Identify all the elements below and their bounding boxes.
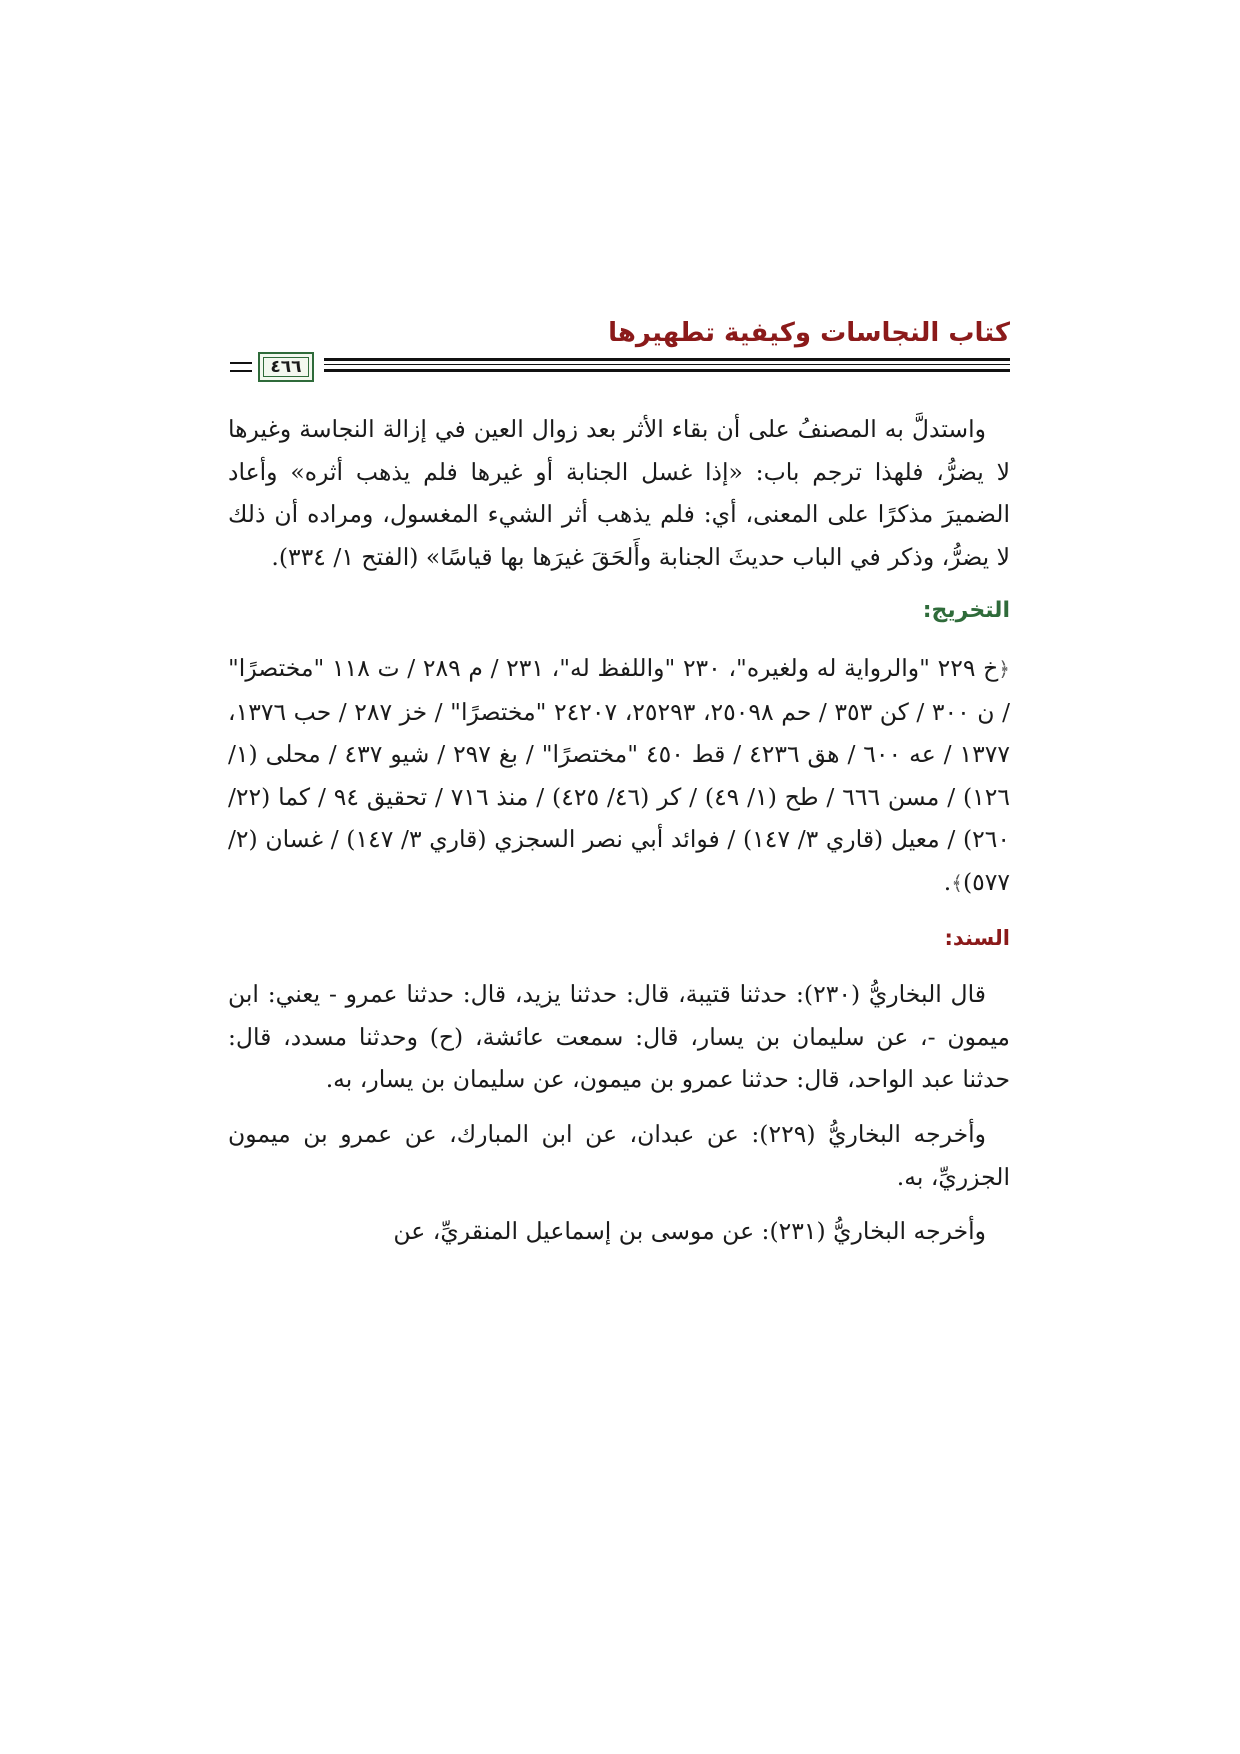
takhrij-text: خ ٢٢٩ "والرواية له ولغيره"، ٢٣٠ "واللفظ له"، ٢٣١ / م ٢٨٩ / ت ١١٨ "مختصرًا" / ن ٣٠٠ / كن ٣٥٣ / حم ٢٥٠٩٨، ٢٥٢٩٣، ٢٤٢٠٧ "مختصرًا" / خز ٢٨٧ / حب ١٣٧٦، ١٣٧٧ / عه ٦٠٠ / هق ٤٢٣٦ / قط ٤٥٠ "مختصرًا" / بغ ٢٩٧ / شيو ٤٣٧ / محلى (١/ ١٢٦) / مسن ٦٦٦ / طح (١/ ٤٩) / كر (٤٦/ ٤٢٥) / منذ ٧١٦ / تحقيق ٩٤ / كما (٢٢/ ٢٦٠) / معيل (قاري ٣/ ١٤٧) / فوائد أبي نصر السجزي (قاري ٣/ ١٤٧) / غسان (٢/ ٥٧٧)	[228, 653, 1011, 896]
header-rule-bottom	[228, 369, 1010, 372]
badge-side-tick-top	[230, 362, 252, 364]
book-title: كتاب النجاسات وكيفية تطهيرها	[608, 318, 1010, 348]
takhrij-end: .	[943, 867, 952, 896]
sanad-paragraph-2: وأخرجه البخاريُّ (٢٢٩): عن عبدان، عن ابن المبارك، عن عمرو بن ميمون الجزريِّ، به.	[228, 1119, 1010, 1191]
sanad-paragraph-3: وأخرجه البخاريُّ (٢٣١): عن موسى بن إسماعيل المنقريِّ، عن	[393, 1217, 986, 1246]
page-number: ٤٦٦	[270, 357, 302, 377]
header-rule-middle	[228, 364, 1010, 365]
takhrij-paragraph	[228, 647, 1010, 905]
intro-paragraph: واستدلَّ به المصنفُ على أن بقاء الأثر بعد زوال العين في إزالة النجاسة وغيرها لا يضرُّ، فلهذا ترجم باب: «إذا غسل الجنابة أو غيرها فلم يذهب أثره» وأعاد الضميرَ مذكرًا على المعنى، أي: فلم يذهب أثر الشيء المغسول، ومراده أن ذلك لا يضرُّ، وذكر في الباب حديثَ الجنابة وأَلحَقَ غيرَها بها قياسًا» (الفتح ١/ ٣٣٤).	[228, 415, 1010, 571]
header-rule-top	[228, 358, 1010, 361]
takhrij-heading: التخريج:	[922, 598, 1010, 624]
sanad-paragraph-1: قال البخاريُّ (٢٣٠): حدثنا قتيبة، قال: حدثنا يزيد، قال: حدثنا عمرو - يعني: ابن ميمون -، عن سليمان بن يسار، قال: سمعت عائشة، (ح) وحدثنا مسدد، قال: حدثنا عبد الواحد، قال: حدثنا عمرو بن ميمون، عن سليمان بن يسار، به.	[228, 980, 1010, 1094]
page-header	[228, 318, 1010, 388]
badge-side-tick-bottom	[230, 370, 252, 372]
ornamental-frame-icon	[258, 352, 314, 382]
page-body	[228, 408, 1010, 1265]
sanad-heading: السند:	[944, 925, 1010, 950]
close-bracket: ﴾	[951, 870, 963, 895]
open-bracket: ﴿	[998, 656, 1011, 681]
